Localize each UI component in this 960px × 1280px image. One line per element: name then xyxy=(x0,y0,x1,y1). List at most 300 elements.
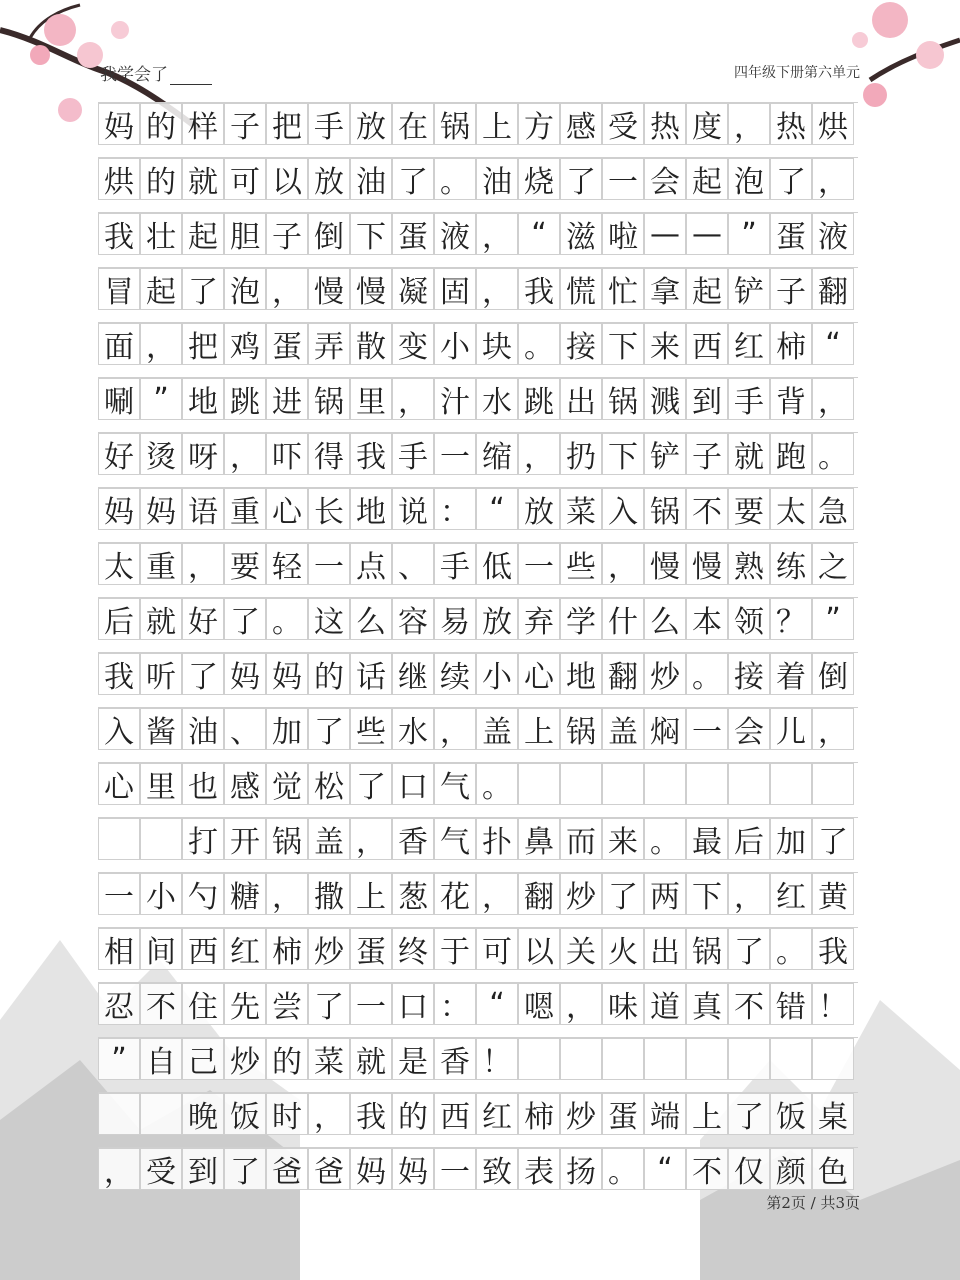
grid-cell: 汁 xyxy=(434,378,476,420)
grid-cell xyxy=(812,763,854,805)
grid-cell: 以 xyxy=(518,928,560,970)
grid-row xyxy=(98,377,858,432)
grid-cell: 妈 xyxy=(266,653,308,695)
grid-cell: 的 xyxy=(392,1093,434,1135)
grid-cell: 颜 xyxy=(770,1148,812,1190)
grid-row xyxy=(98,597,858,652)
grid-cell: 什 xyxy=(602,598,644,640)
grid-cell: 端 xyxy=(644,1093,686,1135)
grid-row xyxy=(98,652,858,707)
grid-cell: ， xyxy=(266,268,308,310)
grid-cell: 起 xyxy=(686,268,728,310)
grid-cell: 在 xyxy=(392,103,434,145)
grid-cell: ， xyxy=(350,818,392,860)
grid-cell: 觉 xyxy=(266,763,308,805)
grid-cell: ， xyxy=(812,378,854,420)
grid-cell xyxy=(686,763,728,805)
grid-cell: 热 xyxy=(644,103,686,145)
grid-cell: 下 xyxy=(350,213,392,255)
grid-cell: 油 xyxy=(182,708,224,750)
grid-cell: 菜 xyxy=(560,488,602,530)
grid-cell: 盖 xyxy=(308,818,350,860)
grid-row xyxy=(98,817,858,872)
grid-cell: 、 xyxy=(392,543,434,585)
grid-cell: 的 xyxy=(140,158,182,200)
grid-cell: 了 xyxy=(308,708,350,750)
grid-cell: ： xyxy=(434,983,476,1025)
grid-cell: 学 xyxy=(560,598,602,640)
grid-cell: 太 xyxy=(770,488,812,530)
grid-cell: 妈 xyxy=(350,1148,392,1190)
grid-cell xyxy=(560,763,602,805)
grid-cell: 地 xyxy=(350,488,392,530)
grid-cell: ！ xyxy=(476,1038,518,1080)
grid-cell: 就 xyxy=(728,433,770,475)
grid-cell: ， xyxy=(224,433,266,475)
grid-cell: 样 xyxy=(182,103,224,145)
grid-cell xyxy=(770,763,812,805)
grid-cell: 手 xyxy=(434,543,476,585)
grid-cell: 香 xyxy=(392,818,434,860)
grid-cell: 起 xyxy=(182,213,224,255)
grid-cell: 放 xyxy=(476,598,518,640)
grid-cell: 蛋 xyxy=(602,1093,644,1135)
grid-cell: 一 xyxy=(98,873,140,915)
grid-cell: 妈 xyxy=(98,488,140,530)
grid-row xyxy=(98,707,858,762)
grid-cell: 要 xyxy=(728,488,770,530)
grid-cell: 下 xyxy=(602,433,644,475)
grid-cell: 炒 xyxy=(224,1038,266,1080)
grid-cell: 了 xyxy=(560,158,602,200)
grid-cell: 倒 xyxy=(812,653,854,695)
grid-cell: 这 xyxy=(308,598,350,640)
grid-cell xyxy=(98,818,140,860)
grid-cell xyxy=(98,1093,140,1135)
grid-cell xyxy=(686,1038,728,1080)
grid-cell: 固 xyxy=(434,268,476,310)
grid-cell: 糖 xyxy=(224,873,266,915)
grid-cell: 嗯 xyxy=(518,983,560,1025)
grid-cell: 把 xyxy=(182,323,224,365)
grid-cell: 一 xyxy=(350,983,392,1025)
grid-cell: 也 xyxy=(182,763,224,805)
grid-row xyxy=(98,1147,858,1202)
grid-cell: 炒 xyxy=(644,653,686,695)
grid-cell: 了 xyxy=(770,158,812,200)
grid-cell: 泡 xyxy=(728,158,770,200)
grid-cell: 尝 xyxy=(266,983,308,1025)
grid-cell: 错 xyxy=(770,983,812,1025)
grid-cell: ， xyxy=(392,378,434,420)
grid-cell: 就 xyxy=(140,598,182,640)
grid-cell: 熟 xyxy=(728,543,770,585)
grid-cell: 后 xyxy=(98,598,140,640)
grid-cell: 。 xyxy=(434,158,476,200)
grid-cell: 。 xyxy=(812,433,854,475)
grid-cell xyxy=(518,763,560,805)
grid-cell: 子 xyxy=(686,433,728,475)
grid-cell: 桌 xyxy=(812,1093,854,1135)
grid-cell: 来 xyxy=(644,323,686,365)
grid-cell: 柿 xyxy=(770,323,812,365)
grid-cell: 就 xyxy=(350,1038,392,1080)
grid-cell: 起 xyxy=(140,268,182,310)
grid-cell: 锅 xyxy=(434,103,476,145)
grid-cell: 油 xyxy=(476,158,518,200)
grid-cell: 饭 xyxy=(224,1093,266,1135)
grid-cell: 着 xyxy=(770,653,812,695)
grid-cell xyxy=(518,1038,560,1080)
grid-cell: 菜 xyxy=(308,1038,350,1080)
grid-cell: ， xyxy=(812,708,854,750)
grid-cell: 手 xyxy=(308,103,350,145)
grid-cell: ， xyxy=(266,873,308,915)
grid-cell: 炒 xyxy=(560,873,602,915)
grid-cell: 。 xyxy=(770,928,812,970)
grid-cell: 下 xyxy=(602,323,644,365)
grid-cell: 液 xyxy=(434,213,476,255)
grid-cell: ” xyxy=(728,213,770,255)
grid-cell: 里 xyxy=(140,763,182,805)
grid-cell: 块 xyxy=(476,323,518,365)
grid-cell: 轻 xyxy=(266,543,308,585)
grid-cell: 表 xyxy=(518,1148,560,1190)
grid-cell: ， xyxy=(602,543,644,585)
grid-cell: 我 xyxy=(350,1093,392,1135)
grid-cell: 方 xyxy=(518,103,560,145)
grid-cell: 了 xyxy=(728,928,770,970)
grid-cell: 了 xyxy=(350,763,392,805)
grid-cell: 后 xyxy=(728,818,770,860)
grid-cell: 急 xyxy=(812,488,854,530)
grid-row xyxy=(98,982,858,1037)
grid-cell: 太 xyxy=(98,543,140,585)
grid-cell: ， xyxy=(560,983,602,1025)
grid-row xyxy=(98,267,858,322)
page-number: 第2页 / 共3页 xyxy=(766,1194,860,1212)
grid-cell: 以 xyxy=(266,158,308,200)
grid-cell: 水 xyxy=(476,378,518,420)
grid-cell: 小 xyxy=(434,323,476,365)
grid-cell: 西 xyxy=(182,928,224,970)
grid-cell xyxy=(728,763,770,805)
grid-cell: “ xyxy=(518,213,560,255)
grid-cell: 缩 xyxy=(476,433,518,475)
grid-cell: 会 xyxy=(644,158,686,200)
grid-cell: 进 xyxy=(266,378,308,420)
grid-cell: 唰 xyxy=(98,378,140,420)
grid-cell: 。 xyxy=(476,763,518,805)
grid-cell: 气 xyxy=(434,763,476,805)
grid-cell: 可 xyxy=(224,158,266,200)
grid-cell: 听 xyxy=(140,653,182,695)
grid-cell: “ xyxy=(476,488,518,530)
grid-cell: 感 xyxy=(224,763,266,805)
grid-cell: 慢 xyxy=(644,543,686,585)
grid-cell: 酱 xyxy=(140,708,182,750)
grid-cell: “ xyxy=(812,323,854,365)
grid-cell: 口 xyxy=(392,983,434,1025)
grid-cell: 而 xyxy=(560,818,602,860)
grid-cell: 自 xyxy=(140,1038,182,1080)
grid-cell: 一 xyxy=(686,708,728,750)
grid-cell: 葱 xyxy=(392,873,434,915)
grid-cell: 锅 xyxy=(686,928,728,970)
grid-cell: 继 xyxy=(392,653,434,695)
grid-cell: 小 xyxy=(476,653,518,695)
grid-cell: 手 xyxy=(728,378,770,420)
grid-cell: 妈 xyxy=(224,653,266,695)
grid-cell: 么 xyxy=(350,598,392,640)
grid-row xyxy=(98,872,858,927)
grid-cell: 上 xyxy=(518,708,560,750)
grid-cell: 热 xyxy=(770,103,812,145)
grid-cell: 西 xyxy=(434,1093,476,1135)
grid-cell: 扬 xyxy=(560,1148,602,1190)
grid-cell: 下 xyxy=(686,873,728,915)
grid-cell: 拿 xyxy=(644,268,686,310)
grid-cell: 出 xyxy=(560,378,602,420)
grid-row xyxy=(98,322,858,377)
grid-cell: 打 xyxy=(182,818,224,860)
grid-cell: 散 xyxy=(350,323,392,365)
grid-cell: 之 xyxy=(812,543,854,585)
grid-cell: 受 xyxy=(140,1148,182,1190)
grid-cell: ， xyxy=(434,708,476,750)
grid-cell xyxy=(644,763,686,805)
unit-label: 四年级下册第六单元 xyxy=(734,65,860,81)
grid-cell: 重 xyxy=(224,488,266,530)
grid-cell: 弄 xyxy=(308,323,350,365)
grid-cell: “ xyxy=(476,983,518,1025)
grid-cell xyxy=(812,1038,854,1080)
grid-cell: 面 xyxy=(98,323,140,365)
grid-cell: 开 xyxy=(224,818,266,860)
grid-cell: 地 xyxy=(182,378,224,420)
grid-cell: 锅 xyxy=(644,488,686,530)
grid-cell: ， xyxy=(728,103,770,145)
grid-row xyxy=(98,102,858,157)
grid-cell: 烧 xyxy=(518,158,560,200)
grid-cell: 起 xyxy=(686,158,728,200)
grid-cell: 色 xyxy=(812,1148,854,1190)
grid-cell: 冒 xyxy=(98,268,140,310)
grid-cell: 一 xyxy=(434,433,476,475)
grid-cell: 相 xyxy=(98,928,140,970)
grid-cell: 红 xyxy=(770,873,812,915)
grid-cell: 柿 xyxy=(518,1093,560,1135)
grid-cell: 真 xyxy=(686,983,728,1025)
grid-cell: 液 xyxy=(812,213,854,255)
grid-cell: 我 xyxy=(518,268,560,310)
grid-cell: ， xyxy=(308,1093,350,1135)
grid-cell: 背 xyxy=(770,378,812,420)
grid-cell: ： xyxy=(434,488,476,530)
grid-cell: 爸 xyxy=(266,1148,308,1190)
grid-cell: 烫 xyxy=(140,433,182,475)
grid-cell: 鼻 xyxy=(518,818,560,860)
grid-cell: 终 xyxy=(392,928,434,970)
grid-cell: 我 xyxy=(350,433,392,475)
grid-row xyxy=(98,157,858,212)
grid-cell: 红 xyxy=(476,1093,518,1135)
grid-cell: 住 xyxy=(182,983,224,1025)
grid-cell: 入 xyxy=(602,488,644,530)
grid-cell: 仅 xyxy=(728,1148,770,1190)
grid-cell: 心 xyxy=(518,653,560,695)
grid-cell: 不 xyxy=(686,488,728,530)
grid-cell: 两 xyxy=(644,873,686,915)
grid-cell: ， xyxy=(476,213,518,255)
grid-cell: 于 xyxy=(434,928,476,970)
grid-cell xyxy=(602,763,644,805)
grid-cell: 翻 xyxy=(602,653,644,695)
grid-cell: 香 xyxy=(434,1038,476,1080)
grid-cell: 道 xyxy=(644,983,686,1025)
grid-cell: 心 xyxy=(266,488,308,530)
grid-cell xyxy=(770,1038,812,1080)
grid-cell: 啦 xyxy=(602,213,644,255)
grid-cell: 时 xyxy=(266,1093,308,1135)
grid-cell: 本 xyxy=(686,598,728,640)
grid-cell: 些 xyxy=(560,543,602,585)
grid-cell: 蛋 xyxy=(350,928,392,970)
grid-cell: 妈 xyxy=(98,103,140,145)
grid-cell: 撒 xyxy=(308,873,350,915)
grid-cell xyxy=(140,818,182,860)
grid-cell: 到 xyxy=(182,1148,224,1190)
name-blank-line xyxy=(170,66,212,85)
grid-cell: 受 xyxy=(602,103,644,145)
grid-cell: 了 xyxy=(308,983,350,1025)
grid-cell: 蛋 xyxy=(392,213,434,255)
grid-cell: 烘 xyxy=(812,103,854,145)
grid-cell: 胆 xyxy=(224,213,266,255)
grid-cell: 领 xyxy=(728,598,770,640)
grid-cell: 间 xyxy=(140,928,182,970)
grid-cell: 了 xyxy=(728,1093,770,1135)
grid-cell: 己 xyxy=(182,1038,224,1080)
grid-cell: 儿 xyxy=(770,708,812,750)
grid-cell: 了 xyxy=(182,653,224,695)
grid-cell: ” xyxy=(140,378,182,420)
grid-cell: 我 xyxy=(812,928,854,970)
grid-cell: 扔 xyxy=(560,433,602,475)
grid-cell: 练 xyxy=(770,543,812,585)
grid-cell: 接 xyxy=(728,653,770,695)
grid-cell: 。 xyxy=(602,1148,644,1190)
grid-cell: 呀 xyxy=(182,433,224,475)
grid-cell: 变 xyxy=(392,323,434,365)
grid-cell: 了 xyxy=(182,268,224,310)
grid-cell: 了 xyxy=(224,598,266,640)
grid-cell: 一 xyxy=(308,543,350,585)
grid-cell: 忍 xyxy=(98,983,140,1025)
grid-cell: 妈 xyxy=(140,488,182,530)
grid-cell: 慢 xyxy=(308,268,350,310)
grid-cell: 话 xyxy=(350,653,392,695)
grid-cell: 味 xyxy=(602,983,644,1025)
grid-row xyxy=(98,212,858,267)
grid-cell: 花 xyxy=(434,873,476,915)
grid-cell: 加 xyxy=(266,708,308,750)
grid-cell: 、 xyxy=(224,708,266,750)
grid-cell: 铲 xyxy=(728,268,770,310)
grid-cell: 一 xyxy=(434,1148,476,1190)
grid-cell: 小 xyxy=(140,873,182,915)
grid-cell: 了 xyxy=(602,873,644,915)
grid-cell: 不 xyxy=(140,983,182,1025)
grid-cell: 可 xyxy=(476,928,518,970)
grid-cell: 跳 xyxy=(518,378,560,420)
grid-cell: 了 xyxy=(224,1148,266,1190)
grid-cell: 好 xyxy=(182,598,224,640)
grid-cell: 铲 xyxy=(644,433,686,475)
grid-cell: 地 xyxy=(560,653,602,695)
grid-row xyxy=(98,1037,858,1092)
grid-cell: 一 xyxy=(602,158,644,200)
grid-cell: 不 xyxy=(728,983,770,1025)
grid-cell: 的 xyxy=(140,103,182,145)
grid-cell: ， xyxy=(518,433,560,475)
grid-cell: 妈 xyxy=(392,1148,434,1190)
grid-cell: ， xyxy=(476,268,518,310)
grid-cell: 吓 xyxy=(266,433,308,475)
grid-cell: 。 xyxy=(686,653,728,695)
grid-cell: 鸡 xyxy=(224,323,266,365)
grid-cell: 烘 xyxy=(98,158,140,200)
grid-cell xyxy=(728,1038,770,1080)
grid-cell: 心 xyxy=(98,763,140,805)
grid-cell: 放 xyxy=(308,158,350,200)
grid-cell: 炒 xyxy=(308,928,350,970)
grid-cell: 锅 xyxy=(308,378,350,420)
grid-cell: 关 xyxy=(560,928,602,970)
grid-cell: 火 xyxy=(602,928,644,970)
grid-cell: 子 xyxy=(266,213,308,255)
student-name-field xyxy=(100,60,212,85)
grid-cell: 倒 xyxy=(308,213,350,255)
grid-cell: 些 xyxy=(350,708,392,750)
grid-cell: 锅 xyxy=(602,378,644,420)
grid-cell: 最 xyxy=(686,818,728,860)
grid-cell: 就 xyxy=(182,158,224,200)
grid-cell: 蛋 xyxy=(770,213,812,255)
grid-cell: 扑 xyxy=(476,818,518,860)
grid-cell: ， xyxy=(182,543,224,585)
grid-cell: 点 xyxy=(350,543,392,585)
grid-cell: 蛋 xyxy=(266,323,308,365)
grid-row xyxy=(98,487,858,542)
grid-cell: 致 xyxy=(476,1148,518,1190)
grid-cell: 红 xyxy=(728,323,770,365)
grid-cell: ？ xyxy=(770,598,812,640)
grid-cell: — xyxy=(686,213,728,255)
grid-cell: ” xyxy=(98,1038,140,1080)
grid-cell: 接 xyxy=(560,323,602,365)
grid-cell: 说 xyxy=(392,488,434,530)
grid-cell: 。 xyxy=(266,598,308,640)
grid-cell: 放 xyxy=(350,103,392,145)
grid-cell xyxy=(602,1038,644,1080)
grid-cell: 会 xyxy=(728,708,770,750)
grid-row xyxy=(98,762,858,817)
grid-cell: 。 xyxy=(518,323,560,365)
grid-cell xyxy=(560,1038,602,1080)
grid-cell: 气 xyxy=(434,818,476,860)
grid-cell: ！ xyxy=(812,983,854,1025)
